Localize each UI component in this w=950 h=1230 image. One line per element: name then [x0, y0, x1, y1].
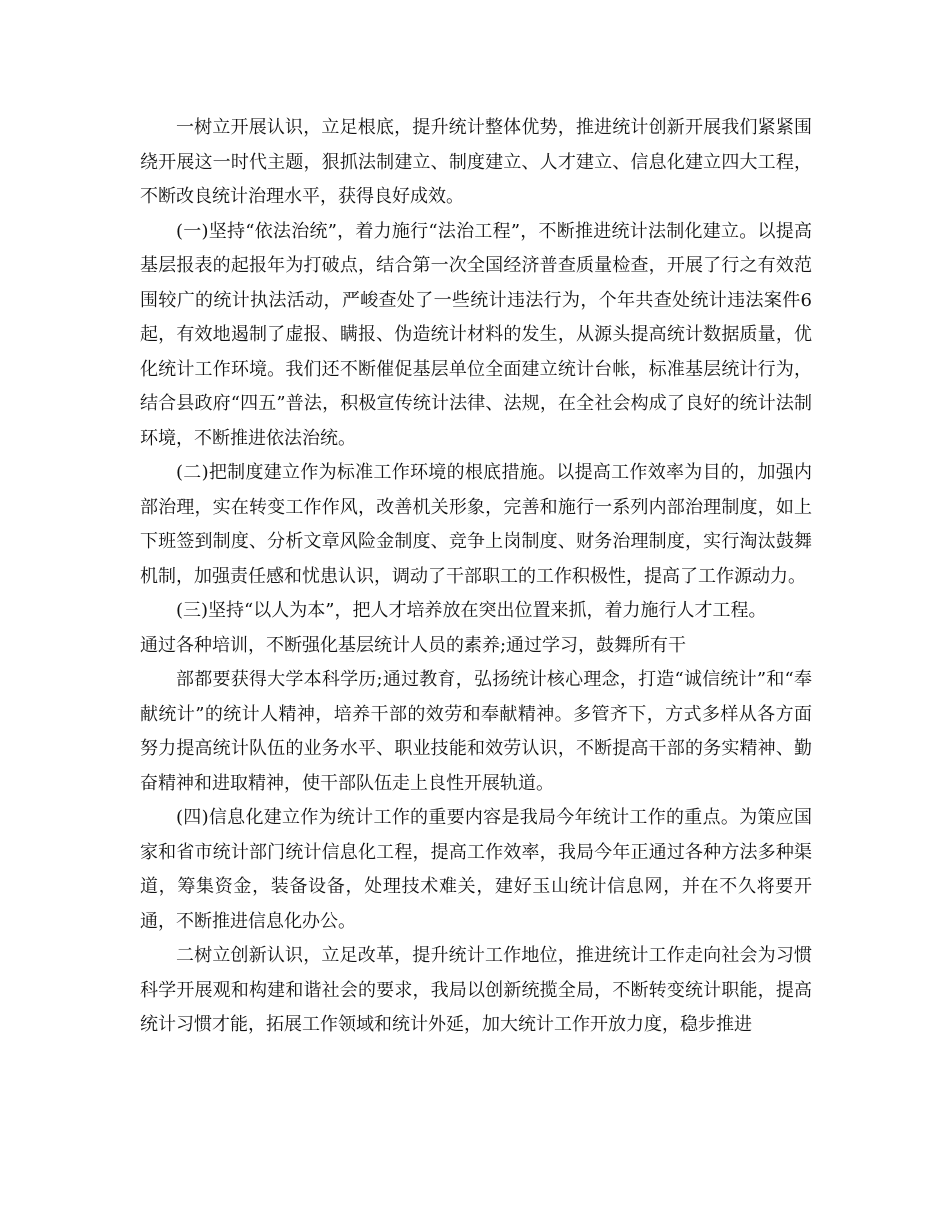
paragraph-section-1: (一)坚持“依法治统”，着力施行“法治工程”，不断推进统计法制化建立。以提高基层报表的起报年为打破点，结合第一次全国经济普查质量检查，开展了行之有效范围较广的统计执法活动，严峻查处了一些统计违法行为，个年共查处统计违法案件6起，有效地遏制了虚报、瞒报、伪造统计材料的发生，从源头提高统计数据质量，优化统计工作环境。我们还不断催促基层单位全面建立统计台帐，标准基层统计行为，结合县政府“四五”普法，积极宣传统计法律、法规，在全社会构成了良好的统计法制环境，不断推进依法治统。	[140, 220, 812, 449]
document-body	[140, 111, 812, 1043]
paragraph-section-4: (四)信息化建立作为统计工作的重要内容是我局今年统计工作的重点。为策应国家和省市统计部门统计信息化工程，提高工作效率，我局今年正通过各种方法多种渠道，筹集资金，装备设备，处理技术难关，建好玉山统计信息网，并在不久将要开通，不断推进信息化办公。	[140, 807, 812, 932]
paragraph-intro: 一树立开展认识，立足根底，提升统计整体优势，推进统计创新开展我们紧紧围绕开展这一时代主题，狠抓法制建立、制度建立、人才建立、信息化建立四大工程，不断改良统计治理水平，获得良好成效。	[140, 117, 812, 207]
paragraph-section-3: (三)坚持“以人为本”，把人才培养放在突出位置来抓，着力施行人才工程。	[176, 600, 767, 621]
paragraph-section-3-continued: 通过各种培训，不断强化基层统计人员的素养;通过学习，鼓舞所有干	[140, 634, 687, 656]
paragraph-section-2: (二)把制度建立作为标准工作环境的根底措施。以提高工作效率为目的，加强内部治理，实在转变工作作风，改善机关形象，完善和施行一系列内部治理制度，如上下班签到制度、分析文章风险金制度、竞争上岗制度、财务治理制度，实行淘汰鼓舞机制，加强责任感和忧患认识，调动了干部职工的工作积极性，提高了工作源动力。	[140, 462, 812, 587]
paragraph-part-2: 二树立创新认识，立足改革，提升统计工作地位，推进统计工作走向社会为习惯科学开展观和构建和谐社会的要求，我局以创新统揽全局，不断转变统计职能，提高统计习惯才能，拓展工作领域和统计外延，加大统计工作开放力度，稳步推进	[140, 945, 812, 1035]
paragraph-section-3-tail: 部都要获得大学本科学历;通过教育，弘扬统计核心理念，打造“诚信统计”和“奉献统计”的统计人精神，培养干部的效劳和奉献精神。多管齐下，方式多样从各方面努力提高统计队伍的业务水平、职业技能和效劳认识，不断提高干部的务实精神、勤奋精神和进取精神，使干部队伍走上良性开展轨道。	[140, 669, 812, 794]
